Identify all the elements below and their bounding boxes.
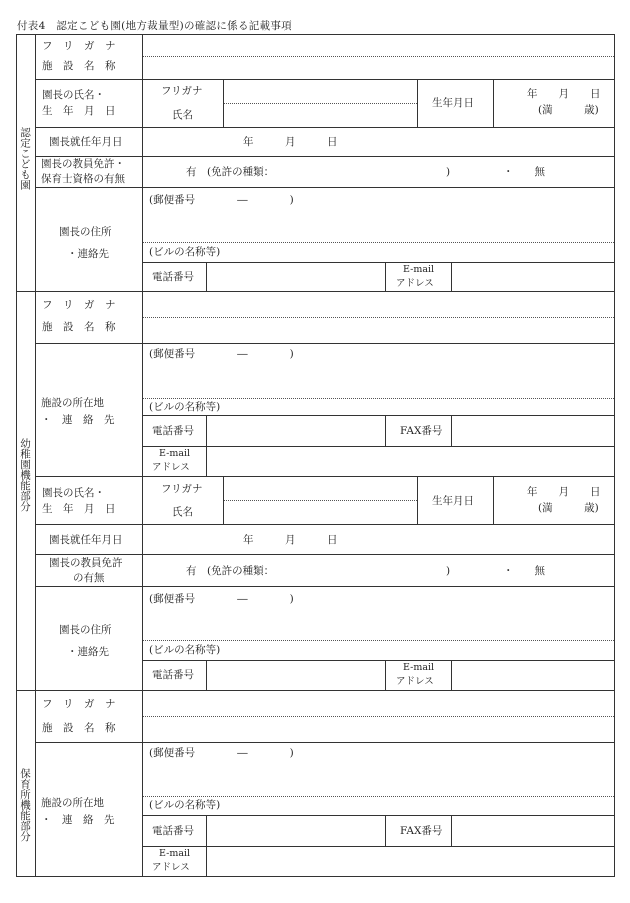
appointment-date-label: 園長就任年月日: [49, 534, 123, 546]
director-birth-label: 生 年 月 日: [42, 503, 116, 515]
birthdate-label: 生年月日: [432, 495, 474, 507]
email-field[interactable]: [452, 263, 614, 291]
appointment-date-field[interactable]: 年 月 日: [243, 136, 338, 148]
director-address-label: 園長の住所: [59, 624, 112, 636]
license-label-line1: 園長の教員免許: [49, 557, 123, 569]
email-label-line2: アドレス: [152, 462, 190, 473]
director-contact-label: ・連絡先: [67, 248, 109, 260]
facility-name-field[interactable]: [143, 717, 614, 742]
license-yes-label[interactable]: 有 (免許の種類：: [186, 565, 275, 577]
building-name-label: (ビルの名称等): [149, 246, 221, 258]
furigana-sub-label: フリガナ: [161, 483, 203, 495]
location-label-line1: 施設の所在地: [41, 397, 104, 409]
email-field[interactable]: [207, 847, 614, 876]
email-label-line2: アドレス: [396, 278, 434, 289]
page-title: 付表4 認定こども園(地方裁量型)の確認に係る記載事項: [17, 20, 292, 32]
phone-field[interactable]: [207, 263, 385, 291]
furigana-sub-label: フリガナ: [161, 85, 203, 97]
facility-name-field[interactable]: [143, 318, 614, 343]
facility-furigana-field[interactable]: [143, 292, 614, 317]
director-name-label: 園長の氏名・: [42, 487, 105, 499]
location-label-line2: ・ 連 絡 先: [41, 414, 115, 426]
facility-name-label: 施 設 名 称: [42, 722, 116, 734]
director-name-field[interactable]: [224, 104, 417, 127]
birthdate-ymd: 年 月 日: [527, 88, 601, 100]
building-name-label: (ビルの名称等): [149, 644, 221, 656]
director-address-label: 園長の住所: [59, 226, 112, 238]
postal-code-label: (郵便番号 ― ): [149, 593, 294, 605]
email-label-line2: アドレス: [152, 862, 190, 873]
phone-field[interactable]: [207, 416, 385, 446]
location-label-line1: 施設の所在地: [41, 797, 104, 809]
postal-code-label: (郵便番号 ― ): [149, 194, 294, 206]
email-label-line1: E-mail: [403, 264, 435, 275]
postal-code-label: (郵便番号 ― ): [149, 747, 294, 759]
section-label-nintei: 認定こども園: [19, 127, 31, 190]
director-contact-label: ・連絡先: [67, 646, 109, 658]
postal-code-label: (郵便番号 ― ): [149, 348, 294, 360]
email-label-line1: E-mail: [159, 848, 191, 859]
birthdate-ymd: 年 月 日: [527, 486, 601, 498]
email-label-line2: アドレス: [396, 676, 434, 687]
email-label-line1: E-mail: [403, 662, 435, 673]
furigana-label: フ リ ガ ナ: [42, 40, 116, 52]
fax-field[interactable]: [452, 416, 614, 446]
fax-label: FAX番号: [400, 425, 443, 437]
birthdate-label: 生年月日: [432, 97, 474, 109]
facility-name-label: 施 設 名 称: [42, 60, 116, 72]
age-label: (満 歳): [538, 502, 599, 514]
appointment-date-label: 園長就任年月日: [49, 136, 123, 148]
location-label-line2: ・ 連 絡 先: [41, 814, 115, 826]
section-label-hoikusho: 保育所機能部分: [19, 768, 31, 842]
phone-label: 電話番号: [152, 825, 194, 837]
phone-label: 電話番号: [152, 425, 194, 437]
furigana-label: フ リ ガ ナ: [42, 698, 116, 710]
facility-name-field[interactable]: [143, 57, 614, 79]
fax-label: FAX番号: [400, 825, 443, 837]
phone-label: 電話番号: [152, 271, 194, 283]
director-name-field[interactable]: [224, 501, 417, 524]
phone-field[interactable]: [207, 661, 385, 690]
facility-name-label: 施 設 名 称: [42, 321, 116, 333]
license-label-line1: 園長の教員免許・: [41, 158, 125, 170]
furigana-label: フ リ ガ ナ: [42, 299, 116, 311]
section-label-yochien: 幼稚園機能部分: [19, 438, 31, 512]
phone-field[interactable]: [207, 816, 385, 846]
appointment-date-field[interactable]: 年 月 日: [243, 534, 338, 546]
license-label-line2: の有無: [73, 572, 105, 584]
director-furigana-field[interactable]: [224, 80, 417, 103]
facility-furigana-field[interactable]: [143, 35, 614, 56]
building-name-label: (ビルの名称等): [149, 401, 221, 413]
name-sub-label: 氏名: [172, 506, 193, 518]
phone-label: 電話番号: [152, 669, 194, 681]
director-name-label: 園長の氏名・: [42, 89, 105, 101]
age-label: (満 歳): [538, 104, 599, 116]
name-sub-label: 氏名: [172, 109, 193, 121]
email-label-line1: E-mail: [159, 448, 191, 459]
facility-furigana-field[interactable]: [143, 691, 614, 716]
license-close-paren: ): [446, 166, 451, 178]
license-no-label[interactable]: ・ 無: [503, 166, 545, 178]
license-close-paren: ): [446, 565, 451, 577]
director-furigana-field[interactable]: [224, 477, 417, 500]
fax-field[interactable]: [452, 816, 614, 846]
director-birth-label: 生 年 月 日: [42, 105, 116, 117]
license-yes-label[interactable]: 有 (免許の種類：: [186, 166, 275, 178]
building-name-label: (ビルの名称等): [149, 799, 221, 811]
email-field[interactable]: [452, 661, 614, 690]
license-label-line2: 保育士資格の有無: [41, 173, 125, 185]
email-field[interactable]: [207, 447, 614, 476]
license-no-label[interactable]: ・ 無: [503, 565, 545, 577]
